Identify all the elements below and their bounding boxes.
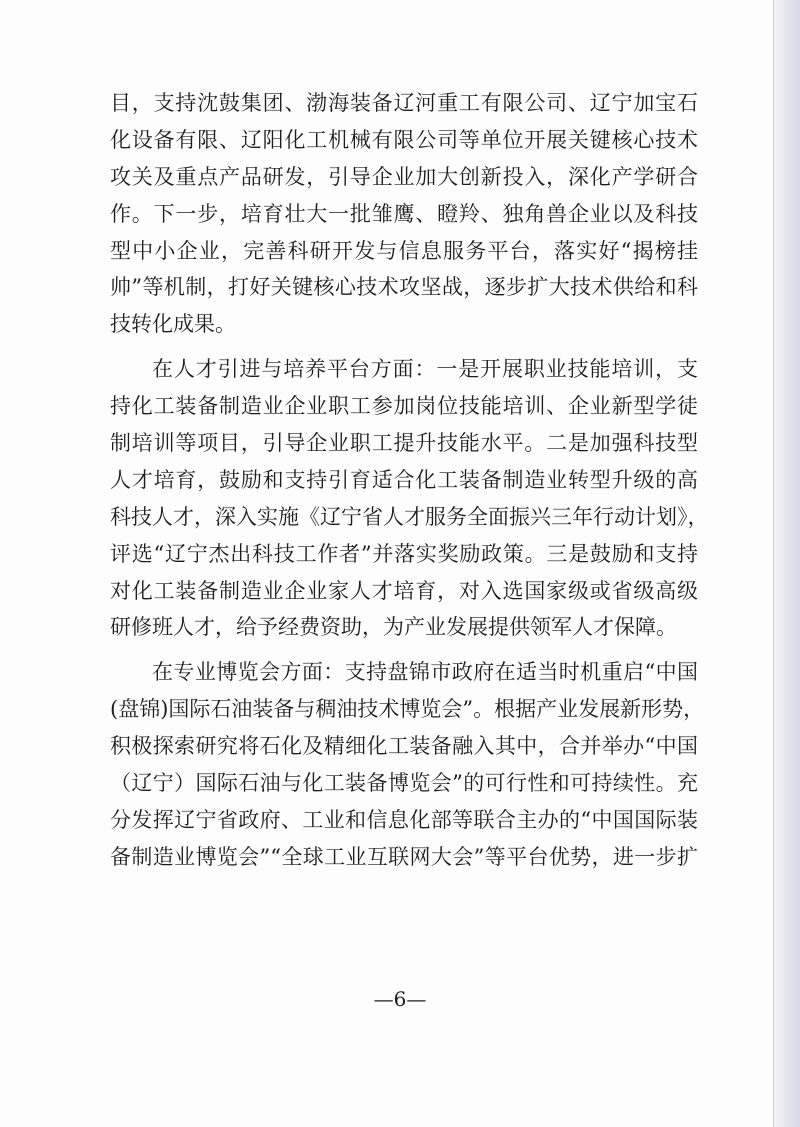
text-line: （辽宁）国际石油与化工装备博览会”的可行性和可持续性。充 bbox=[110, 771, 698, 796]
text-line: 化设备有限、辽阳化工机械有限公司等单位开展关键核心技术 bbox=[110, 127, 698, 152]
text-line: 研修班人才，给予经费资助，为产业发展提供领军人才保障。 bbox=[110, 615, 677, 640]
paragraph-3 bbox=[110, 654, 705, 875]
text-line: 在专业博览会方面：支持盘锦市政府在适当时机重启“中国 bbox=[152, 660, 698, 685]
paragraph-2 bbox=[110, 351, 709, 646]
text-line: 持化工装备制造业企业职工参加岗位技能培训、企业新型学徒 bbox=[110, 394, 698, 419]
text-line: 制培训等项目，引导企业职工提升技能水平。二是加强科技型 bbox=[110, 431, 698, 456]
text-line: 分发挥辽宁省政府、工业和信息化部等联合主办的“中国国际装 bbox=[110, 807, 698, 832]
text-line: 人才培育，鼓励和支持引育适合化工装备制造业转型升级的高 bbox=[110, 467, 698, 492]
page-number: —6— bbox=[373, 987, 427, 1011]
text-line: 积极探索研究将石化及精细化工装备融入其中，合并举办“中国 bbox=[110, 734, 698, 759]
text-line: 帅”等机制，打好关键核心技术攻坚战，逐步扩大技术供给和科 bbox=[110, 275, 698, 300]
page-edge-shadow bbox=[774, 0, 800, 1127]
text-line: 对化工装备制造业企业家人才培育，对入选国家级或省级高级 bbox=[110, 578, 698, 603]
text-line: (盘锦)国际石油装备与稠油技术博览会”。根据产业发展新形势， bbox=[110, 697, 705, 722]
text-line: 备制造业博览会”“全球工业互联网大会”等平台优势，进一步扩 bbox=[110, 844, 698, 869]
text-line: 科技人才，深入实施《辽宁省人才服务全面振兴三年行动计划》， bbox=[110, 504, 709, 529]
text-line: 作。下一步，培育壮大一批雏鹰、瞪羚、独角兽企业以及科技 bbox=[110, 201, 698, 226]
text-line: 目，支持沈鼓集团、渤海装备辽河重工有限公司、辽宁加宝石 bbox=[110, 91, 698, 115]
paragraph-1 bbox=[110, 85, 698, 343]
text-line: 技转化成果。 bbox=[110, 312, 236, 337]
body-text bbox=[110, 85, 709, 876]
text-line: 型中小企业，完善科研开发与信息服务平台，落实好“揭榜挂 bbox=[110, 238, 698, 263]
text-line: 攻关及重点产品研发，引导企业加大创新投入，深化产学研合 bbox=[110, 164, 698, 189]
text-line: 评选“辽宁杰出科技工作者”并落实奖励政策。三是鼓励和支持 bbox=[110, 541, 698, 566]
text-line: 在人才引进与培养平台方面：一是开展职业技能培训，支 bbox=[152, 357, 698, 382]
